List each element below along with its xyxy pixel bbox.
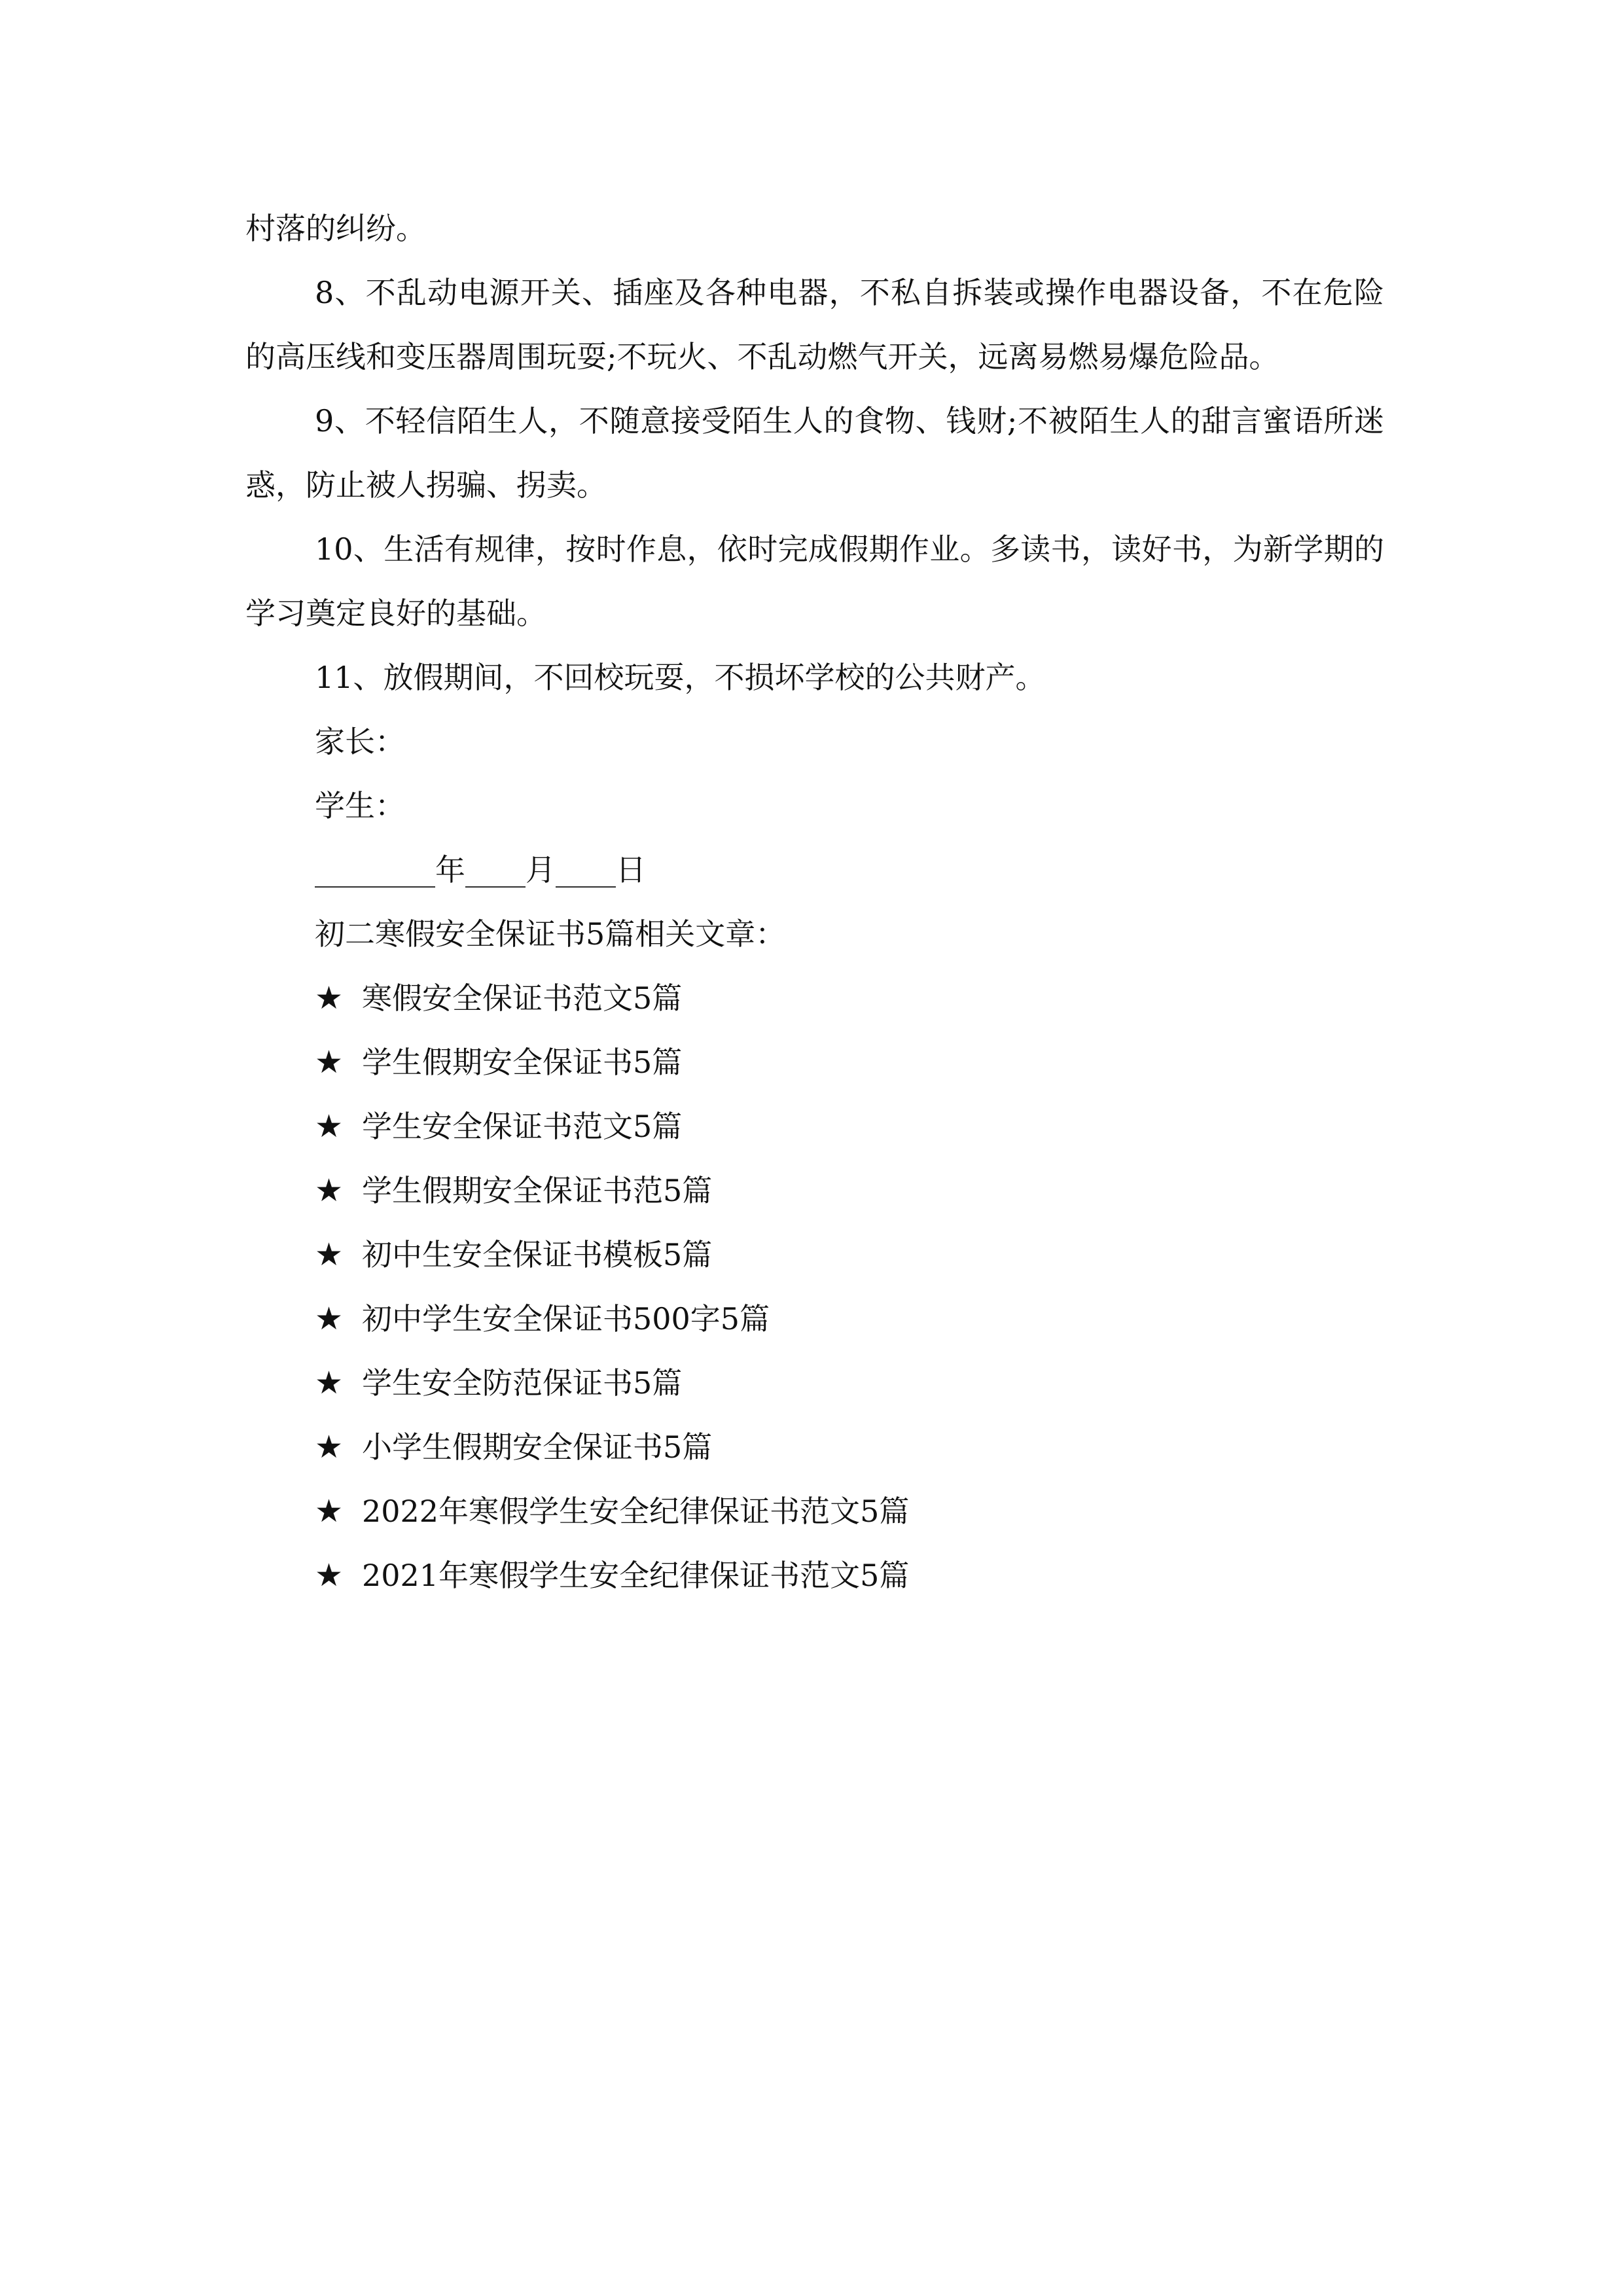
related-article-link[interactable] (245, 1287, 1384, 1351)
related-article-title: 小学生假期安全保证书5篇 (362, 1429, 713, 1465)
star-icon: ★ (315, 1429, 344, 1465)
related-article-title: 2021年寒假学生安全纪律保证书范文5篇 (362, 1558, 910, 1593)
star-icon: ★ (315, 1365, 344, 1401)
related-article-title: 初中生安全保证书模板5篇 (362, 1237, 713, 1272)
rule-item-8: 8、不乱动电源开关、插座及各种电器，不私自拆装或操作电器设备，不在危险的高压线和变压器周围玩耍;不玩火、不乱动燃气开关，远离易燃易爆危险品。 (245, 275, 1384, 374)
related-article-link[interactable] (245, 1030, 1384, 1094)
date-line: ________年____月____日 (315, 852, 646, 888)
star-icon: ★ (315, 1172, 344, 1209)
related-article-title: 初中学生安全保证书500字5篇 (362, 1301, 770, 1336)
related-articles-list (245, 966, 1384, 1607)
student-signature-label: 学生： (315, 788, 405, 823)
related-article-title: 2022年寒假学生安全纪律保证书范文5篇 (362, 1494, 910, 1529)
related-articles-heading: 初二寒假安全保证书5篇相关文章： (315, 916, 786, 952)
related-article-link[interactable] (245, 1479, 1384, 1543)
star-icon: ★ (315, 1044, 344, 1081)
related-article-link[interactable] (245, 1094, 1384, 1158)
related-article-title: 学生安全防范保证书5篇 (362, 1365, 683, 1401)
star-icon: ★ (315, 1236, 344, 1273)
related-article-link[interactable] (245, 1543, 1384, 1607)
document-body (245, 196, 1384, 1607)
related-article-link[interactable] (245, 1415, 1384, 1479)
related-article-link[interactable] (245, 1158, 1384, 1223)
related-article-link[interactable] (245, 1223, 1384, 1287)
related-article-title: 学生假期安全保证书5篇 (362, 1045, 683, 1080)
star-icon: ★ (315, 1557, 344, 1594)
star-icon: ★ (315, 1108, 344, 1145)
rule-item-10: 10、生活有规律，按时作息，依时完成假期作业。多读书，读好书，为新学期的学习奠定良好的基础。 (245, 531, 1384, 631)
related-article-title: 学生安全保证书范文5篇 (362, 1109, 683, 1144)
related-article-link[interactable] (245, 1351, 1384, 1415)
continuation-paragraph: 村落的纠纷。 (245, 211, 426, 246)
rule-item-9: 9、不轻信陌生人，不随意接受陌生人的食物、钱财;不被陌生人的甜言蜜语所迷惑，防止被人拐骗、拐卖。 (245, 403, 1384, 503)
star-icon: ★ (315, 1493, 344, 1530)
rule-item-11: 11、放假期间，不回校玩耍，不损坏学校的公共财产。 (315, 660, 1046, 695)
parent-signature-label: 家长： (315, 724, 405, 759)
related-article-link[interactable] (245, 966, 1384, 1030)
star-icon: ★ (315, 1300, 344, 1337)
related-article-title: 学生假期安全保证书范5篇 (362, 1173, 713, 1208)
related-article-title: 寒假安全保证书范文5篇 (362, 980, 683, 1016)
star-icon: ★ (315, 980, 344, 1016)
